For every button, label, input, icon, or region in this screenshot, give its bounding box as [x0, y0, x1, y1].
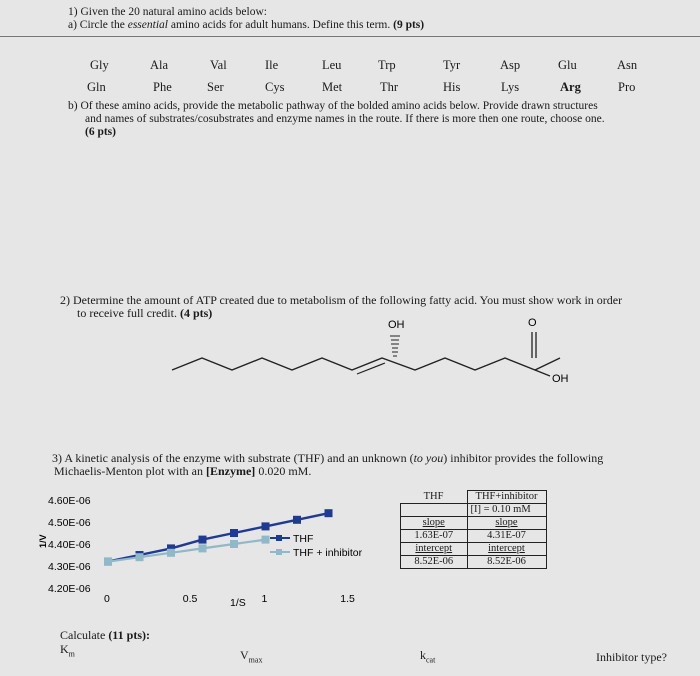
table-intercept-label-2: intercept [467, 543, 546, 556]
y-tick-label: 4.60E-06 [48, 495, 91, 507]
kcat-label [420, 648, 435, 664]
table-intercept-thf: 8.52E-06 [401, 556, 468, 569]
table-header-thf: THF [401, 491, 468, 504]
data-point [167, 549, 175, 557]
data-point [199, 536, 207, 544]
q3-line1-end: ) inhibitor provides the following [443, 451, 604, 465]
table-slope-label-2: slope [467, 517, 546, 530]
x-tick-label: 0.5 [182, 593, 198, 605]
data-point [104, 558, 112, 566]
data-point [262, 522, 270, 530]
oh-label-end: OH [552, 373, 569, 385]
y-tick-label: 4.50E-06 [48, 517, 91, 529]
vmax-label [240, 648, 262, 664]
calculate-points: (11 pts): [108, 628, 150, 642]
hydroxyl-bond [535, 370, 550, 376]
fatty-acid-structure [160, 312, 600, 392]
calculate-label: Calculate [60, 628, 106, 642]
calculate-prompt [60, 628, 150, 643]
q1b-prompt [68, 100, 605, 139]
double-bond [357, 363, 385, 374]
km-sub: m [68, 649, 75, 659]
michaelis-menten-plot [40, 480, 400, 620]
amino-acid-his[interactable]: His [443, 80, 461, 94]
amino-acid-val[interactable]: Val [210, 58, 227, 72]
y-tick-label: 4.20E-06 [48, 583, 91, 595]
q1-line1: 1) Given the 20 natural amino acids below: [68, 6, 267, 18]
x-tick-label: 1.5 [340, 593, 355, 605]
amino-acid-gly[interactable]: Gly [90, 58, 109, 72]
q1-divider [0, 36, 700, 37]
q2-line2: to receive full credit. [77, 306, 177, 320]
data-point [230, 529, 238, 537]
amino-acid-asn[interactable]: Asn [617, 58, 638, 72]
amino-acid-thr[interactable]: Thr [380, 80, 399, 94]
table-slope-thf: 1.63E-07 [401, 530, 468, 543]
y-tick-label: 4.40E-06 [48, 539, 91, 551]
amino-acid-leu[interactable]: Leu [322, 58, 342, 72]
legend-label: THF + inhibitor [293, 547, 363, 559]
vmax-text: V [240, 648, 249, 662]
q3-line2-end: 0.020 mM. [255, 464, 312, 478]
amino-acid-gln[interactable]: Gln [87, 80, 106, 94]
table-intercept-label: intercept [401, 543, 468, 556]
q1b-line1: b) Of these amino acids, provide the metabolic pathway of the bolded amino acids below. Provide drawn structures [68, 100, 598, 112]
data-point [262, 536, 270, 544]
data-point [230, 540, 238, 548]
q3-line1: 3) A kinetic analysis of the enzyme with substrate (THF) and an unknown ( [52, 451, 414, 465]
table-slope-inhibitor: 4.31E-07 [467, 530, 546, 543]
vmax-sub: max [248, 655, 263, 665]
table-empty-cell [401, 504, 468, 517]
amino-acid-tyr[interactable]: Tyr [443, 58, 461, 72]
amino-acid-ala[interactable]: Ala [150, 58, 169, 72]
q3-italic: to you [413, 451, 444, 465]
oxygen-label: O [528, 317, 537, 329]
legend-marker [276, 549, 282, 555]
q2-points: (4 pts) [179, 306, 213, 320]
table-slope-label: slope [401, 517, 468, 530]
q1b-line2: and names of substrates/cosubstrates and enzyme names in the route. If there is more then one route, choose one. [85, 113, 605, 125]
amino-acid-asp[interactable]: Asp [500, 58, 521, 72]
kcat-sub: cat [426, 655, 436, 665]
q1a-points: (9 pts) [393, 19, 425, 31]
amino-acid-glu[interactable]: Glu [558, 58, 577, 72]
carbon-chain [172, 358, 560, 370]
km-text: K [60, 642, 69, 656]
inhibitor-type-label: Inhibitor type? [596, 650, 667, 664]
y-tick-label: 4.30E-06 [48, 561, 91, 573]
data-point [199, 544, 207, 552]
data-point [293, 516, 301, 524]
x-axis-label: 1/S [230, 597, 246, 609]
q3-prompt [52, 452, 603, 478]
amino-acid-ser[interactable]: Ser [207, 80, 224, 94]
hashed-wedge [390, 336, 400, 356]
legend-label: THF [293, 533, 314, 545]
q1-heading [68, 6, 267, 18]
q1a-rest: amino acids for adult humans. Define this term. [167, 19, 391, 31]
q1a-italic: essential [127, 19, 168, 31]
data-point [325, 509, 333, 517]
legend-marker [276, 535, 282, 541]
kcat-text: k [420, 648, 426, 662]
kinetics-table [400, 490, 547, 569]
q3-line2: Michaelis-Menton plot with an [54, 464, 206, 478]
km-label [60, 642, 75, 658]
y-axis-label: 1/V [38, 534, 48, 548]
amino-acid-lys[interactable]: Lys [501, 80, 520, 94]
q2-line1: 2) Determine the amount of ATP created due to metabolism of the following fatty acid. You must show work in order [60, 293, 623, 307]
oh-label-top: OH [388, 319, 405, 331]
q3-enzyme: [Enzyme] [205, 464, 256, 478]
amino-acid-trp[interactable]: Trp [378, 58, 396, 72]
q1a-prompt [68, 19, 424, 31]
amino-acid-pro[interactable]: Pro [618, 80, 636, 94]
x-tick-label: 0 [104, 593, 110, 605]
table-intercept-inhibitor: 8.52E-06 [467, 556, 546, 569]
data-point [136, 553, 144, 561]
q1b-points: (6 pts) [85, 126, 116, 138]
table-inhibitor-conc: [I] = 0.10 mM [467, 504, 546, 517]
amino-acid-phe[interactable]: Phe [153, 80, 172, 94]
x-tick-label: 1 [261, 593, 268, 605]
amino-acid-met[interactable]: Met [322, 80, 343, 94]
amino-acid-ile[interactable]: Ile [265, 58, 279, 72]
q1a-text: a) Circle the [68, 19, 128, 31]
amino-acid-arg[interactable]: Arg [560, 80, 581, 94]
table-header-inhibitor: THF+inhibitor [467, 491, 546, 504]
amino-acid-cys[interactable]: Cys [265, 80, 285, 94]
